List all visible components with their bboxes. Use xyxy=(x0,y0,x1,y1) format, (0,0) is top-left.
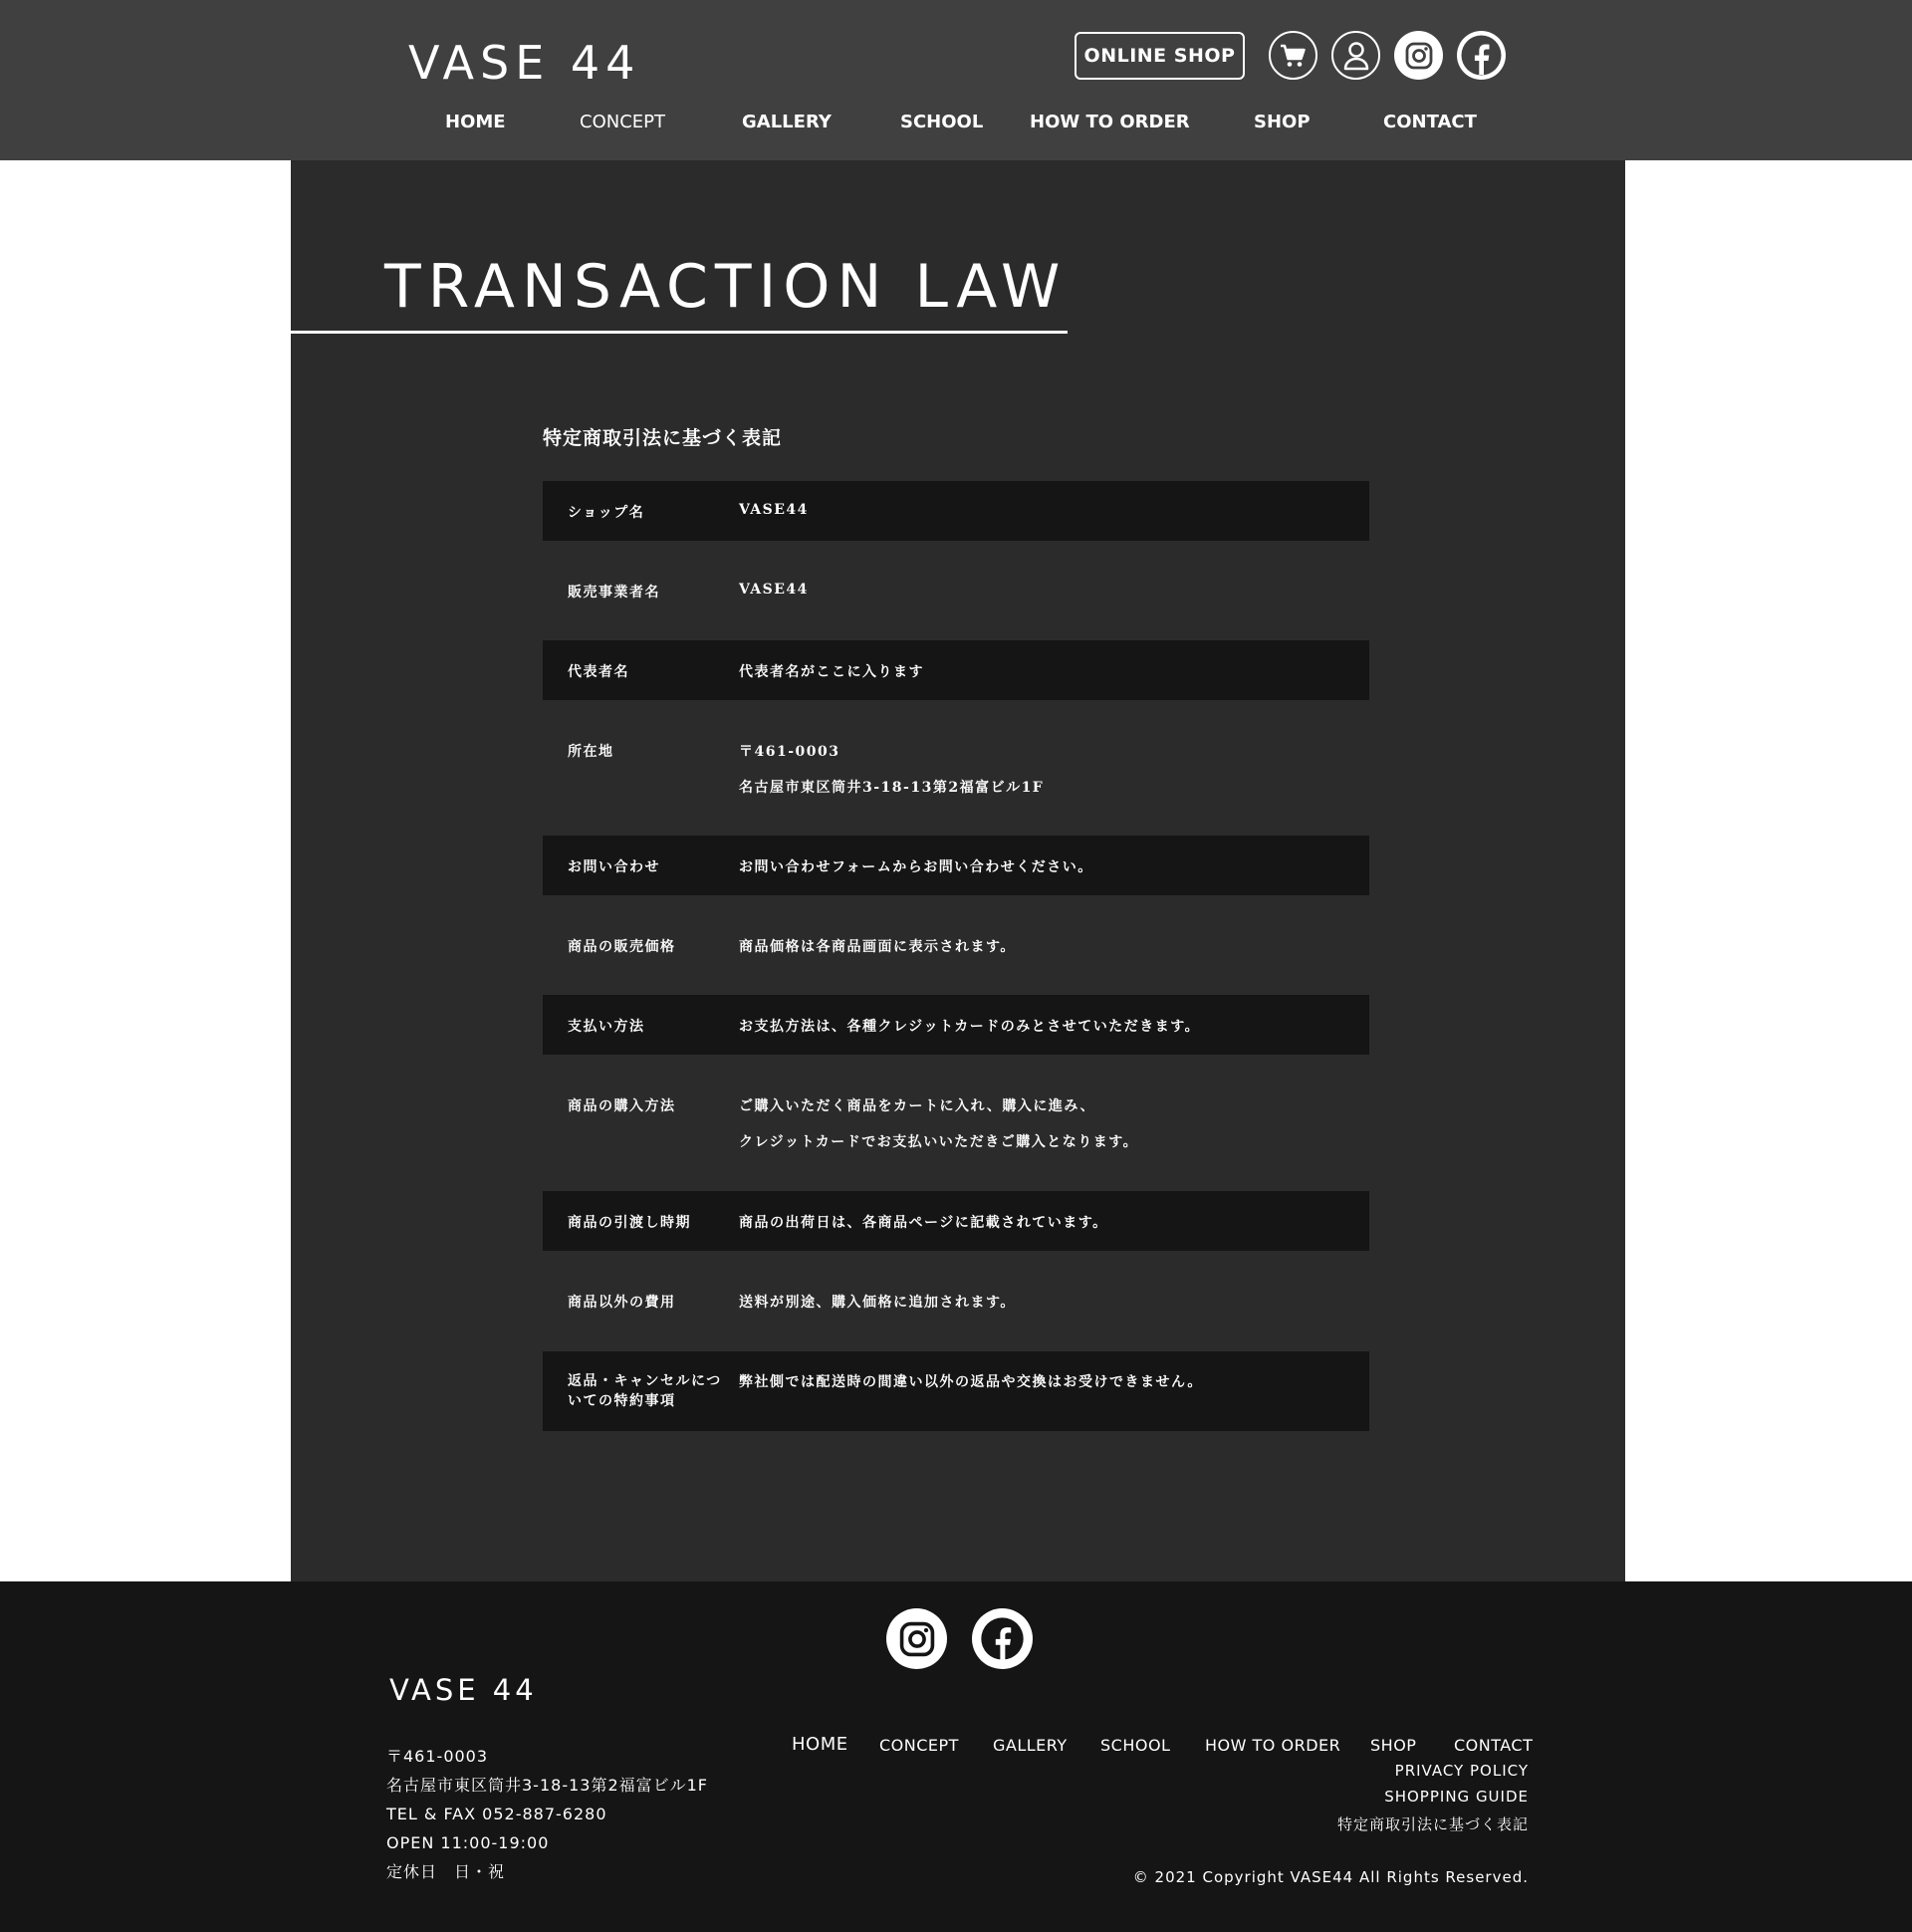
site-header xyxy=(0,0,1912,160)
row-value: 商品価格は各商品画面に表示されます。 xyxy=(739,939,1016,955)
row-label: 商品の購入方法 xyxy=(568,1098,676,1114)
row-value: お支払方法は、各種クレジットカードのみとさせていただきます。 xyxy=(739,1019,1201,1035)
user-icon[interactable] xyxy=(1331,31,1380,80)
row-value: 弊社側では配送時の間違い以外の返品や交換はお受けできません。 xyxy=(739,1374,1203,1390)
site-logo[interactable]: VASE 44 xyxy=(408,36,641,90)
table-row xyxy=(543,640,1369,700)
table-row xyxy=(543,1191,1369,1251)
row-value: 〒461-0003 xyxy=(739,744,840,760)
site-footer xyxy=(0,1581,1912,1932)
nav-school[interactable]: SCHOOL xyxy=(900,112,984,132)
footer-instagram-icon[interactable] xyxy=(886,1608,947,1669)
row-value: 代表者名がここに入ります xyxy=(739,664,924,680)
title-underline xyxy=(291,331,1068,334)
row-label: 商品の販売価格 xyxy=(568,939,676,955)
cart-icon[interactable] xyxy=(1269,31,1317,80)
nav-gallery[interactable]: GALLERY xyxy=(742,112,832,132)
nav-concept[interactable]: CONCEPT xyxy=(580,112,665,132)
footer-nav-home[interactable]: HOME xyxy=(792,1734,848,1755)
footer-nav-how-to-order[interactable]: HOW TO ORDER xyxy=(1205,1736,1341,1755)
row-label: 商品以外の費用 xyxy=(568,1295,676,1311)
row-label: 所在地 xyxy=(568,744,614,760)
row-value: クレジットカードでお支払いいただきご購入となります。 xyxy=(739,1134,1139,1150)
footer-address xyxy=(386,1747,708,1891)
instagram-icon[interactable] xyxy=(1394,31,1443,80)
table-row xyxy=(543,836,1369,895)
footer-postal: 〒461-0003 xyxy=(386,1747,489,1766)
footer-nav-shop[interactable]: SHOP xyxy=(1370,1736,1417,1755)
footer-logo[interactable]: VASE 44 xyxy=(389,1673,538,1707)
footer-transaction-law[interactable]: 特定商取引法に基づく表記 xyxy=(1336,1815,1529,1833)
footer-nav-contact[interactable]: CONTACT xyxy=(1454,1736,1534,1755)
row-label: 代表者名 xyxy=(568,664,629,680)
section-heading: 特定商取引法に基づく表記 xyxy=(543,427,783,449)
row-value: お問い合わせフォームからお問い合わせください。 xyxy=(739,859,1093,875)
row-label: 支払い方法 xyxy=(568,1019,645,1035)
footer-copyright: © 2021 Copyright VASE44 All Rights Reserved. xyxy=(1132,1868,1529,1886)
row-label: 販売事業者名 xyxy=(568,585,660,601)
main-content xyxy=(291,160,1625,1581)
table-row xyxy=(543,1351,1369,1431)
row-value: 商品の出荷日は、各商品ページに記載されています。 xyxy=(739,1215,1108,1231)
row-value: VASE44 xyxy=(739,502,809,518)
nav-shop[interactable]: SHOP xyxy=(1254,112,1311,132)
row-value: VASE44 xyxy=(739,582,809,598)
nav-home[interactable]: HOME xyxy=(445,112,506,132)
footer-street: 名古屋市東区筒井3-18-13第2福富ビル1F xyxy=(386,1776,709,1795)
nav-contact[interactable]: CONTACT xyxy=(1383,112,1477,132)
footer-tel: TEL & FAX 052-887-6280 xyxy=(386,1805,607,1823)
row-value: 名古屋市東区筒井3-18-13第2福富ビル1F xyxy=(739,780,1045,796)
footer-hours: OPEN 11:00-19:00 xyxy=(386,1833,550,1852)
nav-how-to-order[interactable]: HOW TO ORDER xyxy=(1030,112,1190,132)
footer-closed: 定休日 日・祝 xyxy=(386,1862,506,1881)
row-label: 商品の引渡し時期 xyxy=(568,1215,691,1231)
online-shop-button[interactable]: ONLINE SHOP xyxy=(1075,32,1245,80)
footer-nav-concept[interactable]: CONCEPT xyxy=(879,1736,959,1755)
table-row xyxy=(543,481,1369,541)
row-label: 返品・キャンセルについての特約事項 xyxy=(568,1373,722,1409)
row-label: お問い合わせ xyxy=(568,859,660,875)
footer-nav-gallery[interactable]: GALLERY xyxy=(993,1736,1068,1755)
row-value: ご購入いただく商品をカートに入れ、購入に進み、 xyxy=(739,1098,1096,1114)
main-nav xyxy=(0,112,1912,139)
table-row xyxy=(543,995,1369,1055)
footer-nav-school[interactable]: SCHOOL xyxy=(1100,1736,1171,1755)
footer-privacy-policy[interactable]: PRIVACY POLICY xyxy=(1394,1762,1529,1780)
footer-facebook-icon[interactable] xyxy=(972,1608,1033,1669)
row-label: ショップ名 xyxy=(568,505,645,521)
footer-shopping-guide[interactable]: SHOPPING GUIDE xyxy=(1384,1788,1529,1806)
facebook-icon[interactable] xyxy=(1457,31,1506,80)
row-value: 送料が別途、購入価格に追加されます。 xyxy=(739,1295,1016,1311)
page-title: TRANSACTION LAW xyxy=(384,252,1068,322)
